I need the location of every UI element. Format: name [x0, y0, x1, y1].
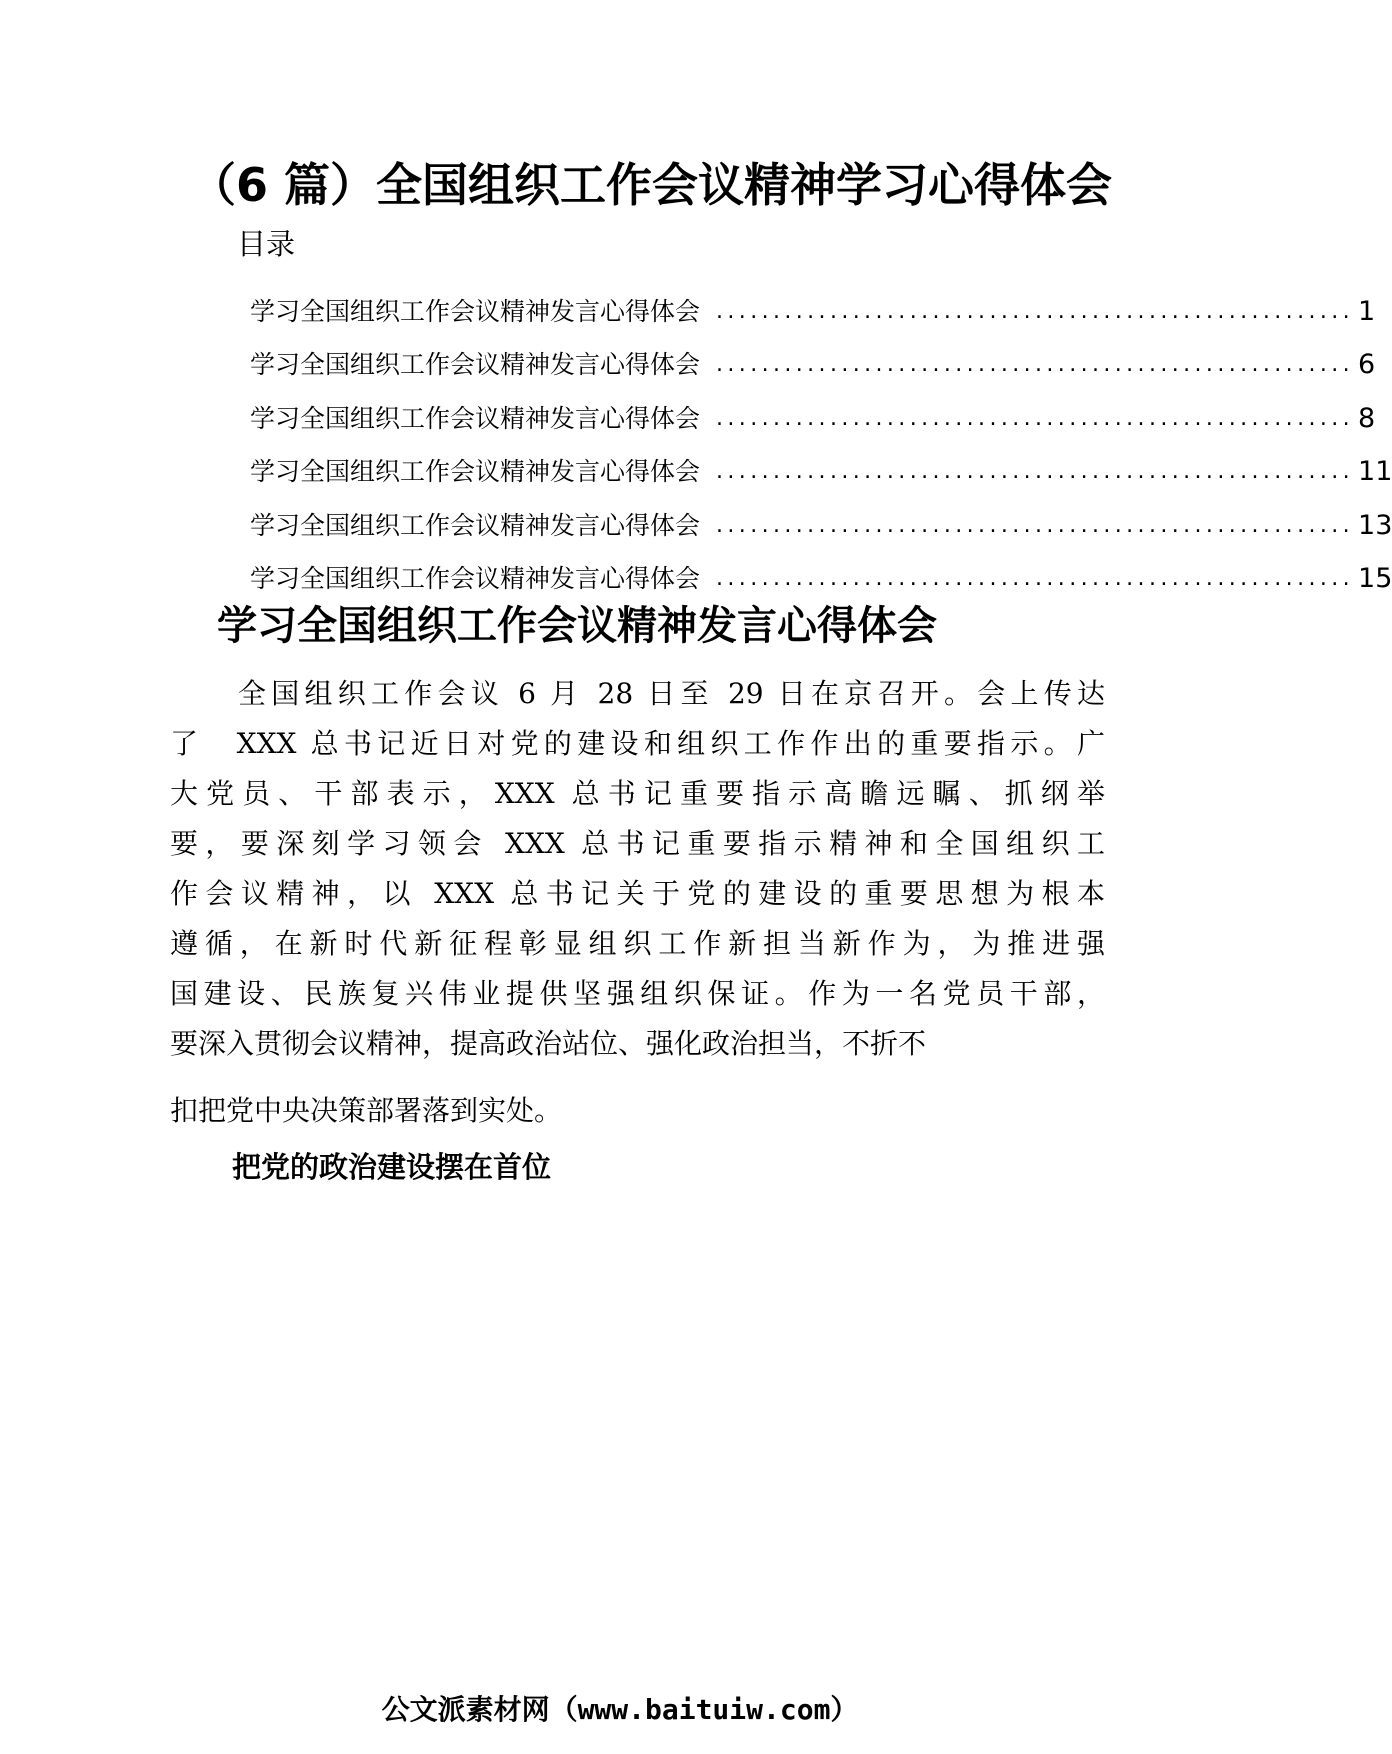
paragraph-line: 了 XXX 总书记近日对党的建设和组织工作作出的重要指示。广 — [170, 727, 1105, 760]
toc-dot-leader: ........................................................ — [716, 298, 1355, 324]
document-title: （6 篇）全国组织工作会议精神学习心得体会 — [190, 158, 1113, 212]
paragraph-line: 要，要深刻学习领会 XXX 总书记重要指示精神和全国组织工 — [170, 827, 1105, 860]
toc-entry-label: 学习全国组织工作会议精神发言心得体会 — [250, 564, 701, 593]
toc-entry[interactable] — [250, 332, 1376, 386]
paragraph-line: 作会议精神，以 XXX 总书记关于党的建设的重要思想为根本 — [170, 877, 1105, 910]
toc-entry-page: 1 — [1358, 295, 1376, 327]
toc-entry-page: 11 — [1358, 456, 1392, 487]
toc-entry-label: 学习全国组织工作会议精神发言心得体会 — [250, 457, 701, 486]
table-of-contents — [250, 278, 1392, 599]
section-title: 学习全国组织工作会议精神发言心得体会 — [217, 603, 937, 649]
toc-entry-page: 13 — [1358, 509, 1392, 541]
toc-entry-label: 学习全国组织工作会议精神发言心得体会 — [250, 296, 701, 326]
toc-entry-label: 学习全国组织工作会议精神发言心得体会 — [250, 350, 701, 379]
paragraph-line: 遵循，在新时代新征程彰显组织工作新担当新作为，为推进强 — [170, 927, 1105, 960]
toc-dot-leader: ........................................................ — [716, 459, 1355, 484]
toc-dot-leader: ........................................................ — [716, 352, 1355, 377]
subheading: 把党的政治建设摆在首位 — [232, 1150, 552, 1184]
toc-entry-page: 6 — [1358, 349, 1376, 380]
toc-dot-leader: ........................................................ — [716, 512, 1355, 538]
footer-watermark: 公文派素材网（www.baituiw.com） — [381, 1693, 859, 1726]
toc-dot-leader: ........................................................ — [716, 405, 1355, 431]
toc-entry[interactable] — [250, 385, 1376, 439]
paragraph-line: 大党员、干部表示，XXX 总书记重要指示高瞻远瞩、抓纲举 — [170, 777, 1105, 810]
toc-entry-label: 学习全国组织工作会议精神发言心得体会 — [250, 510, 701, 540]
toc-entry[interactable] — [250, 278, 1376, 332]
toc-entry-page: 8 — [1358, 402, 1376, 434]
toc-entry[interactable] — [250, 439, 1392, 493]
toc-entry-page: 15 — [1358, 563, 1392, 594]
toc-heading: 目录 — [237, 227, 296, 261]
paragraph-line: 全国组织工作会议 6 月 28 日至 29 日在京召开。会上传达 — [238, 677, 1105, 710]
toc-entry[interactable] — [250, 546, 1392, 600]
paragraph-line: 国建设、民族复兴伟业提供坚强组织保证。作为一名党员干部， — [170, 977, 1105, 1010]
toc-entry[interactable] — [250, 492, 1392, 546]
paragraph-line: 要深入贯彻会议精神，提高政治站位、强化政治担当，不折不 — [170, 1027, 927, 1060]
toc-entry-label: 学习全国组织工作会议精神发言心得体会 — [250, 403, 701, 433]
paragraph-line: 扣把党中央决策部署落到实处。 — [170, 1094, 563, 1127]
toc-dot-leader: ........................................................ — [716, 566, 1355, 591]
